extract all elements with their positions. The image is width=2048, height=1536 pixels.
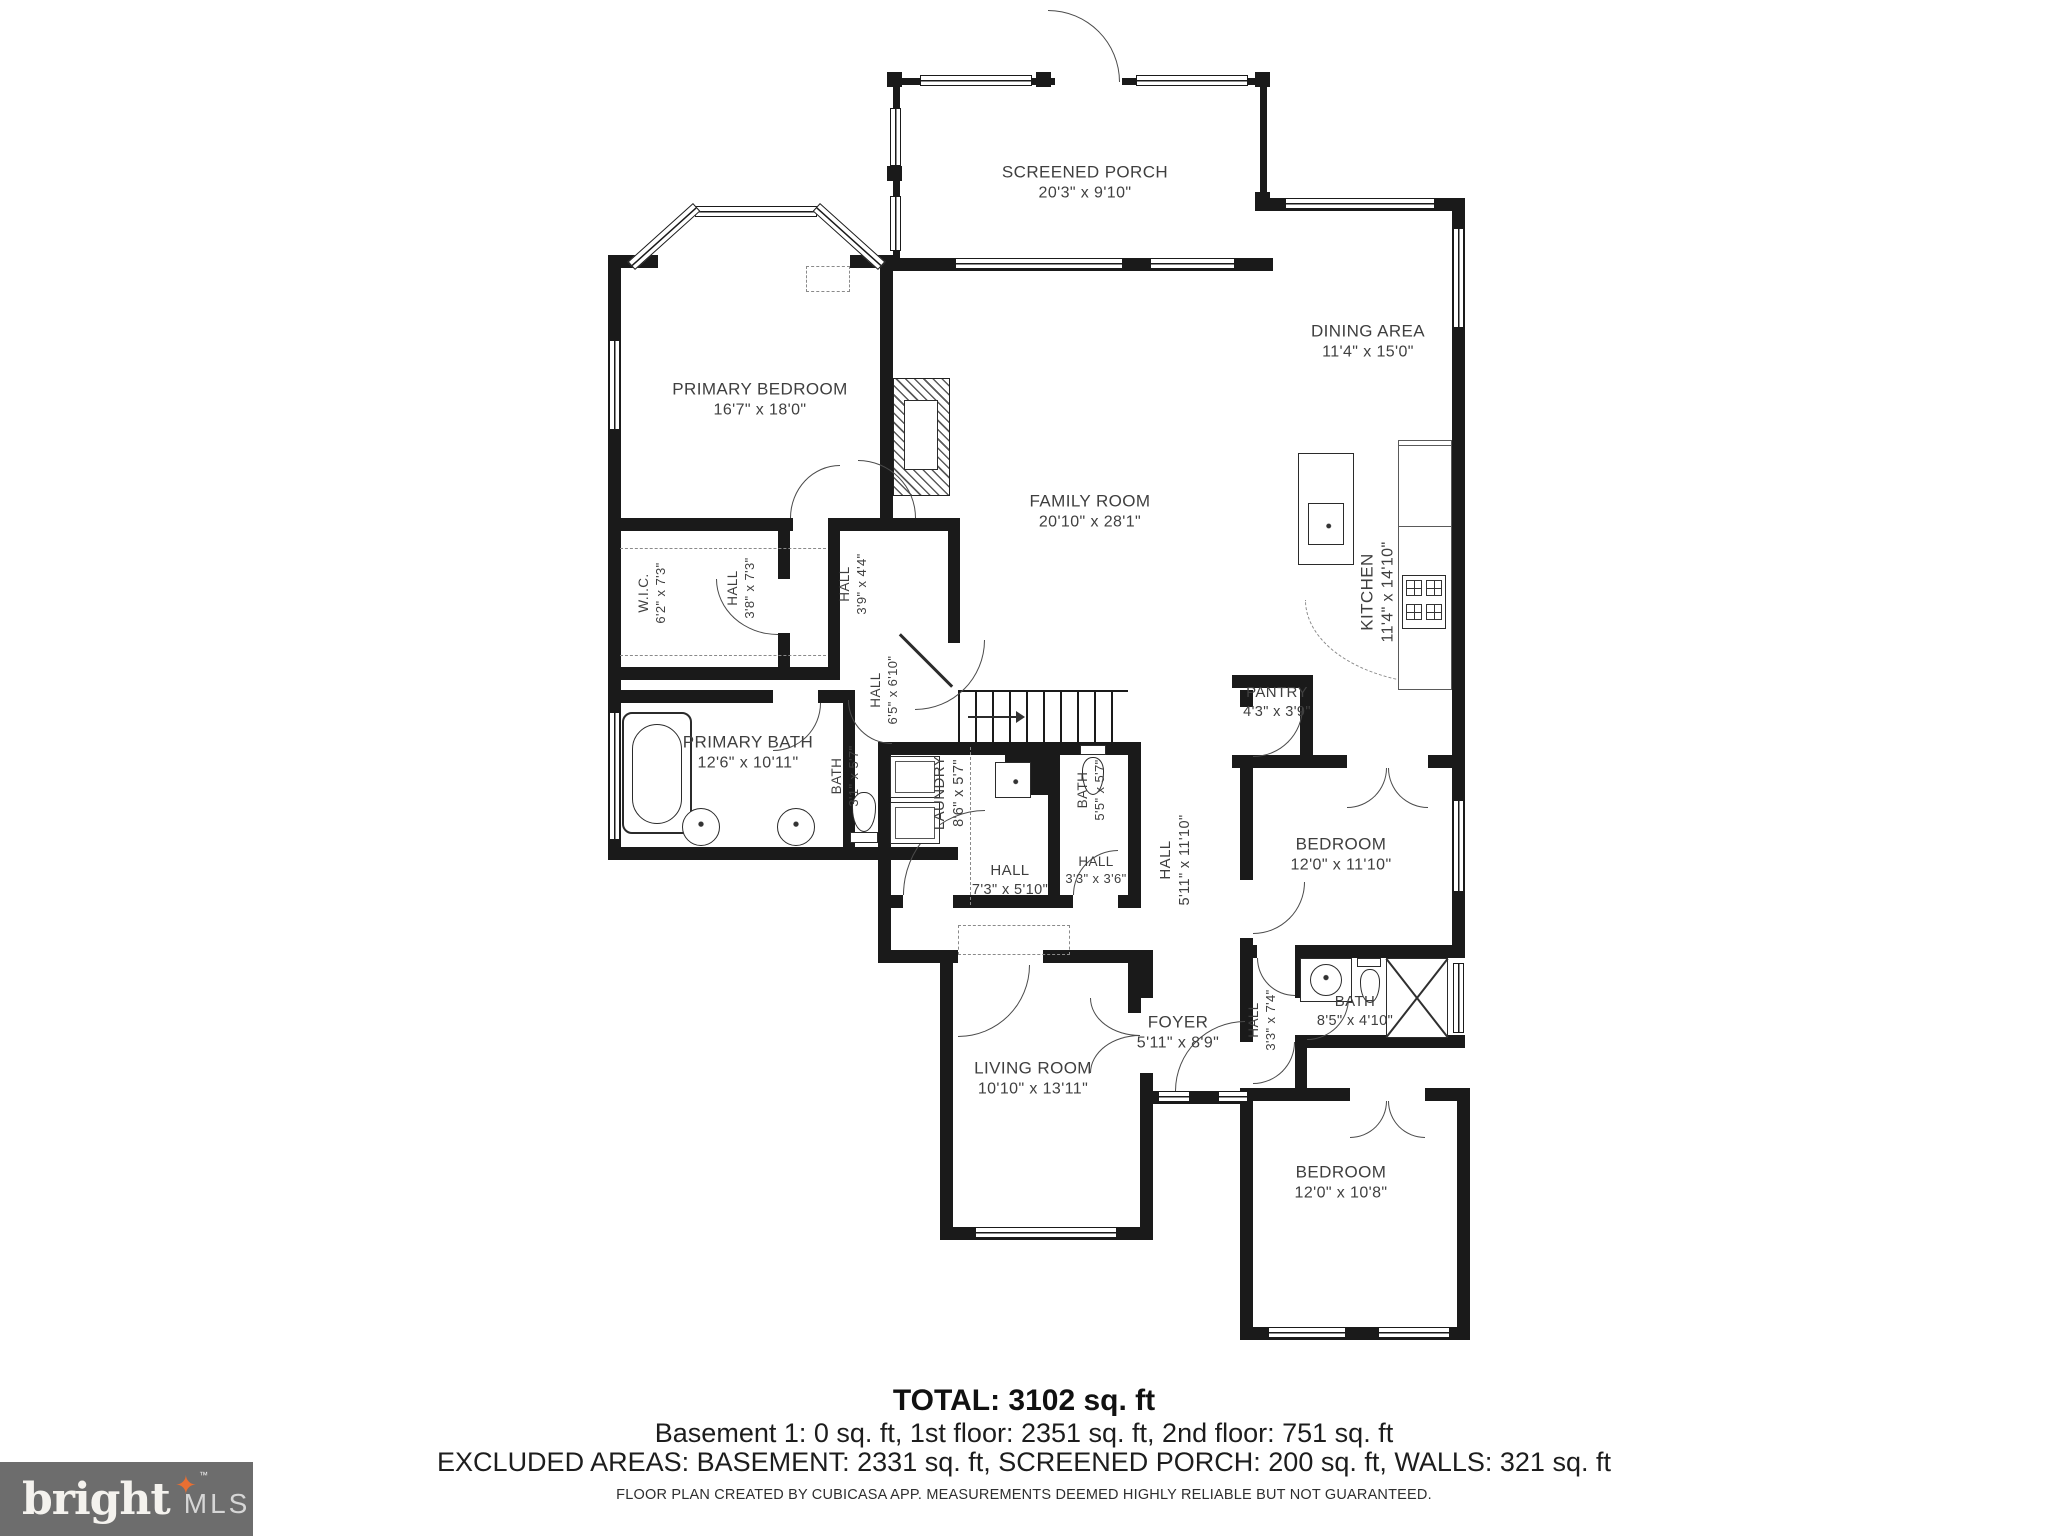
room-label-living-room bbox=[974, 1058, 1092, 1101]
brand-mls-text: MLS bbox=[183, 1488, 251, 1519]
sink bbox=[682, 808, 720, 846]
room-dims: 16'7" x 18'0" bbox=[713, 401, 807, 419]
room-dims: 3'3" x 3'6" bbox=[1065, 870, 1127, 886]
room-dims: 8'5" x 4'10" bbox=[1316, 1012, 1394, 1029]
room-label-hall-f bbox=[1156, 814, 1194, 905]
room-label-hall-e bbox=[1065, 853, 1126, 887]
bay-window bbox=[813, 203, 886, 270]
door-arc bbox=[1090, 998, 1140, 1036]
wall-segment bbox=[608, 847, 958, 860]
room-name: SCREENED PORCH bbox=[1001, 162, 1169, 182]
room-dims: 6'5" x 6'10" bbox=[884, 655, 900, 725]
room-label-primary-bedroom bbox=[672, 379, 847, 422]
wall-segment bbox=[608, 667, 840, 680]
dashed-opening bbox=[958, 925, 1070, 955]
room-name: LAUNDRY bbox=[930, 755, 948, 831]
wall-segment bbox=[778, 531, 790, 579]
room-dims: 10'10" x 13'11" bbox=[977, 1080, 1089, 1098]
room-dims: 20'10" x 28'1" bbox=[1038, 513, 1142, 531]
window bbox=[609, 712, 620, 840]
room-label-hall-c bbox=[867, 656, 901, 725]
room-name: PRIMARY BATH bbox=[682, 732, 814, 752]
door-arc bbox=[790, 465, 840, 518]
sink bbox=[777, 808, 815, 846]
wall-segment bbox=[608, 255, 621, 705]
room-dims: 6'2" x 7'3" bbox=[652, 562, 668, 624]
room-dims: 7'3" x 5'10" bbox=[971, 881, 1049, 898]
bay-window bbox=[628, 203, 701, 270]
wall-segment bbox=[1428, 755, 1462, 768]
room-dims: 3'8" x 7'3" bbox=[741, 557, 757, 619]
wall-segment bbox=[1457, 1088, 1470, 1340]
room-label-laundry bbox=[930, 756, 968, 830]
room-dims: 8'6" x 5'7" bbox=[950, 759, 967, 827]
door-arc bbox=[1350, 1101, 1387, 1138]
room-dims: 20'3" x 9'10" bbox=[1038, 184, 1132, 202]
room-name: HALL bbox=[1078, 853, 1114, 869]
star-icon: ✦ bbox=[175, 1470, 197, 1500]
room-dims: 11'4" x 15'0" bbox=[1322, 343, 1414, 361]
window bbox=[890, 108, 901, 166]
room-label-hall-g bbox=[1245, 989, 1279, 1050]
closet-rod-dashed bbox=[620, 655, 826, 657]
room-dims: 5'5" x 5'7" bbox=[1091, 759, 1107, 821]
wall-segment bbox=[1240, 1088, 1253, 1340]
brightmls-logo bbox=[0, 1462, 253, 1536]
window bbox=[695, 206, 817, 217]
room-label-bedroom-right bbox=[1290, 834, 1391, 877]
toilet-tank bbox=[850, 832, 878, 843]
wall-segment bbox=[1118, 895, 1140, 908]
room-label-bath-a bbox=[828, 745, 862, 806]
room-dims: 5'11" x 11'10" bbox=[1176, 814, 1193, 906]
window bbox=[890, 196, 901, 251]
total-area-text: TOTAL: 3102 sq. ft bbox=[892, 1384, 1156, 1417]
room-label-wic bbox=[635, 562, 669, 623]
room-name: W.I.C. bbox=[635, 573, 651, 613]
wall-segment bbox=[1240, 945, 1257, 958]
room-dims: 12'6" x 10'11" bbox=[697, 754, 799, 772]
stove-burner bbox=[1406, 604, 1422, 620]
wall-segment bbox=[878, 895, 903, 908]
window bbox=[1453, 800, 1464, 892]
room-name: FOYER bbox=[1147, 1012, 1209, 1032]
wall-segment bbox=[1128, 742, 1141, 908]
window bbox=[1453, 228, 1464, 328]
door-arc bbox=[1347, 768, 1387, 808]
room-name: HALL bbox=[867, 672, 883, 708]
stair-arrow bbox=[968, 716, 1016, 718]
wall-segment bbox=[838, 518, 948, 531]
toilet-tank bbox=[1080, 745, 1106, 755]
room-label-bedroom-bottom bbox=[1295, 1162, 1388, 1205]
room-dims: 3'1" x 5'7" bbox=[845, 745, 861, 807]
window bbox=[1285, 198, 1435, 209]
room-dims: 12'0" x 10'8" bbox=[1294, 1184, 1388, 1202]
wall-segment bbox=[608, 690, 773, 703]
room-name: DINING AREA bbox=[1311, 321, 1425, 341]
wall-segment bbox=[940, 963, 953, 1240]
brand-wordmark: bright bbox=[22, 1473, 170, 1525]
staircase bbox=[958, 690, 1128, 746]
room-label-bath-c bbox=[1317, 992, 1393, 1030]
room-name: PANTRY bbox=[1246, 683, 1308, 701]
window bbox=[609, 340, 620, 430]
room-label-hall-d bbox=[972, 861, 1048, 899]
wall-segment bbox=[1240, 757, 1253, 880]
room-label-kitchen bbox=[1357, 541, 1400, 642]
door-arc bbox=[958, 965, 1030, 1037]
toilet-tank bbox=[1357, 958, 1381, 967]
door-arc bbox=[1090, 1035, 1140, 1073]
room-name: HALL bbox=[724, 570, 740, 606]
wall-segment bbox=[608, 518, 793, 531]
bathtub-basin bbox=[632, 724, 682, 824]
wall-segment bbox=[1260, 78, 1267, 205]
fireplace-insert bbox=[904, 400, 938, 470]
stove-burner bbox=[1406, 580, 1422, 596]
wall-segment bbox=[887, 72, 902, 87]
window bbox=[1453, 963, 1464, 1033]
room-name: KITCHEN bbox=[1357, 553, 1377, 631]
closet-rod-dashed bbox=[620, 548, 826, 550]
kitchen-cabinet bbox=[1398, 445, 1452, 527]
door-arc bbox=[1048, 10, 1120, 82]
room-dims: 3'3" x 7'4" bbox=[1262, 989, 1278, 1051]
window bbox=[1378, 1327, 1450, 1338]
door-arc bbox=[1388, 1101, 1425, 1138]
room-dims: 12'0" x 11'10" bbox=[1290, 856, 1392, 874]
stair-arrowhead bbox=[1016, 711, 1031, 723]
window bbox=[975, 1227, 1117, 1238]
room-dims: 4'3" x 3'9" bbox=[1243, 703, 1311, 720]
room-dims: 3'9" x 4'4" bbox=[853, 553, 869, 615]
window bbox=[955, 258, 1123, 269]
excluded-areas-text: EXCLUDED AREAS: BASEMENT: 2331 sq. ft, SCREENED PORCH: 200 sq. ft, WALLS: 321 sq. ft bbox=[437, 1447, 1611, 1477]
wall-segment bbox=[948, 518, 960, 643]
room-name: FAMILY ROOM bbox=[1029, 491, 1151, 511]
room-name: BATH bbox=[1334, 992, 1376, 1010]
dashed-detail bbox=[806, 266, 850, 292]
window bbox=[920, 75, 1032, 86]
wall-segment bbox=[1255, 72, 1270, 87]
wall-segment bbox=[1232, 755, 1347, 768]
island-sink bbox=[1308, 503, 1344, 545]
window bbox=[1218, 1091, 1248, 1102]
room-label-hall-b bbox=[836, 553, 870, 614]
room-label-foyer bbox=[1137, 1012, 1219, 1055]
room-name: HALL bbox=[990, 861, 1030, 879]
trademark-symbol: ™ bbox=[199, 1470, 208, 1480]
room-name: PRIMARY BEDROOM bbox=[672, 379, 848, 399]
door-arc bbox=[1253, 882, 1305, 934]
room-label-bath-b bbox=[1074, 759, 1108, 820]
disclaimer-text: FLOOR PLAN CREATED BY CUBICASA APP. MEASUREMENTS DEEMED HIGHLY RELIABLE BUT NOT GUARANTEED. bbox=[616, 1487, 1432, 1503]
room-name: BEDROOM bbox=[1295, 1162, 1387, 1182]
room-label-dining-area bbox=[1311, 321, 1425, 364]
room-name: BATH bbox=[828, 757, 844, 795]
window bbox=[1150, 258, 1235, 269]
room-name: HALL bbox=[836, 566, 852, 602]
stove-burner bbox=[1426, 604, 1442, 620]
door-arc bbox=[1388, 768, 1428, 808]
window bbox=[1158, 1091, 1190, 1102]
window bbox=[1136, 75, 1248, 86]
wall-segment bbox=[1240, 1088, 1350, 1101]
floor-areas-text: Basement 1: 0 sq. ft, 1st floor: 2351 sq. ft, 2nd floor: 751 sq. ft bbox=[654, 1418, 1394, 1448]
room-name: BEDROOM bbox=[1295, 834, 1387, 854]
room-name: BATH bbox=[1074, 771, 1090, 809]
window bbox=[1268, 1327, 1346, 1338]
room-name: HALL bbox=[1245, 1002, 1261, 1038]
room-label-screened-porch bbox=[1002, 162, 1168, 205]
room-label-primary-bath bbox=[683, 732, 813, 775]
room-dims: 11'4" x 14'10" bbox=[1379, 541, 1397, 643]
room-dims: 5'11" x 8'9" bbox=[1136, 1034, 1220, 1052]
wall-segment bbox=[1140, 950, 1153, 998]
room-name: LIVING ROOM bbox=[974, 1058, 1092, 1078]
wall-segment bbox=[878, 950, 958, 963]
room-label-pantry bbox=[1243, 683, 1311, 721]
room-label-hall-a bbox=[724, 557, 758, 618]
wall-segment bbox=[887, 166, 902, 181]
utility-sink bbox=[995, 762, 1031, 798]
room-name: HALL bbox=[1156, 840, 1174, 880]
stove-burner bbox=[1426, 580, 1442, 596]
wall-segment bbox=[1295, 945, 1465, 958]
room-label-family-room bbox=[1030, 491, 1151, 534]
